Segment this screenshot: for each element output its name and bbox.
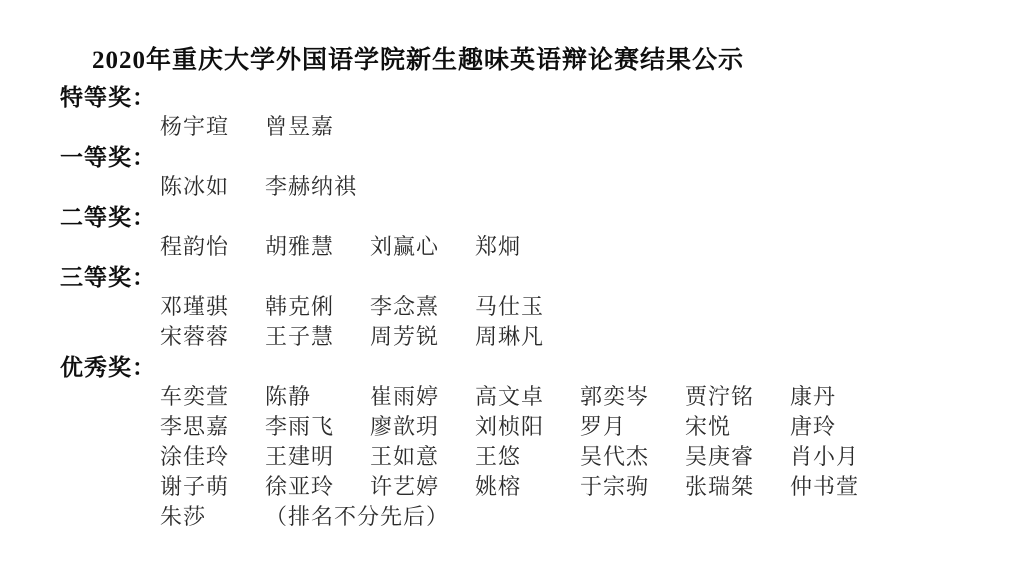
winner-name: 吴庚睿: [685, 444, 755, 469]
winner-name: 陈静: [265, 384, 312, 409]
winner-name: 肖小月: [790, 444, 860, 469]
winner-name: 王建明: [265, 444, 335, 469]
winner-name: 贾泞铭: [685, 384, 755, 409]
winner-name: 刘桢阳: [475, 414, 545, 439]
winner-name: 宋蓉蓉: [160, 324, 230, 349]
winner-name-row: [0, 382, 1024, 412]
winner-name: 周琳凡: [475, 324, 545, 349]
award-section-label: 特等奖：: [60, 84, 156, 110]
winner-name: 王如意: [370, 444, 440, 469]
winner-name: 杨宇瑄: [160, 114, 230, 139]
winner-name-row: [0, 172, 1024, 202]
winner-name: 于宗驹: [580, 474, 650, 499]
winner-name-row: [0, 322, 1024, 352]
winner-name: 曾昱嘉: [265, 114, 335, 139]
winner-name-row: [0, 112, 1024, 142]
winner-name: 陈冰如: [160, 174, 230, 199]
winner-name: 邓瑾骐: [160, 294, 230, 319]
award-sections: [0, 82, 1024, 532]
winner-name: 廖歆玥: [370, 414, 440, 439]
winner-name: 王悠: [475, 444, 522, 469]
winner-name: 谢子萌: [160, 474, 230, 499]
winner-name: 许艺婷: [370, 474, 440, 499]
winner-name-row: [0, 292, 1024, 322]
ranking-note: （排名不分先后）: [265, 504, 450, 529]
winner-name: 韩克俐: [265, 294, 335, 319]
winner-name: 朱莎: [160, 504, 207, 529]
winner-name: 李念熹: [370, 294, 440, 319]
winner-name: 车奕萱: [160, 384, 230, 409]
winner-name-row: [0, 502, 1024, 532]
winner-name: 郭奕岑: [580, 384, 650, 409]
winner-name: 宋悦: [685, 414, 732, 439]
winner-name: 唐玲: [790, 414, 837, 439]
winner-name: 马仕玉: [475, 294, 545, 319]
award-section-label: 二等奖：: [60, 204, 156, 230]
winner-name: 高文卓: [475, 384, 545, 409]
winner-name: 程韵怡: [160, 234, 230, 259]
winner-name: 涂佳玲: [160, 444, 230, 469]
winner-name: 张瑞桀: [685, 474, 755, 499]
winner-name: 吴代杰: [580, 444, 650, 469]
winner-name-row: [0, 472, 1024, 502]
winner-name: 周芳锐: [370, 324, 440, 349]
winner-name: 王子慧: [265, 324, 335, 349]
winner-name: 仲书萱: [790, 474, 860, 499]
page-title: 2020年重庆大学外国语学院新生趣味英语辩论赛结果公示: [92, 47, 745, 74]
winner-name: 徐亚玲: [265, 474, 335, 499]
award-section-label: 优秀奖：: [60, 354, 156, 380]
winner-name: 郑炯: [475, 234, 522, 259]
winner-name: 李思嘉: [160, 414, 230, 439]
award-section-label: 一等奖：: [60, 144, 156, 170]
winner-name-row: [0, 442, 1024, 472]
award-section-label: 三等奖：: [60, 264, 156, 290]
winner-name: 李雨飞: [265, 414, 335, 439]
winner-name: 胡雅慧: [265, 234, 335, 259]
winner-name: 李赫纳祺: [265, 174, 358, 199]
winner-name: 罗月: [580, 414, 627, 439]
winner-name: 姚榕: [475, 474, 522, 499]
winner-name-row: [0, 412, 1024, 442]
winner-name: 康丹: [790, 384, 837, 409]
winner-name-row: [0, 232, 1024, 262]
winner-name: 刘赢心: [370, 234, 440, 259]
winner-name: 崔雨婷: [370, 384, 440, 409]
